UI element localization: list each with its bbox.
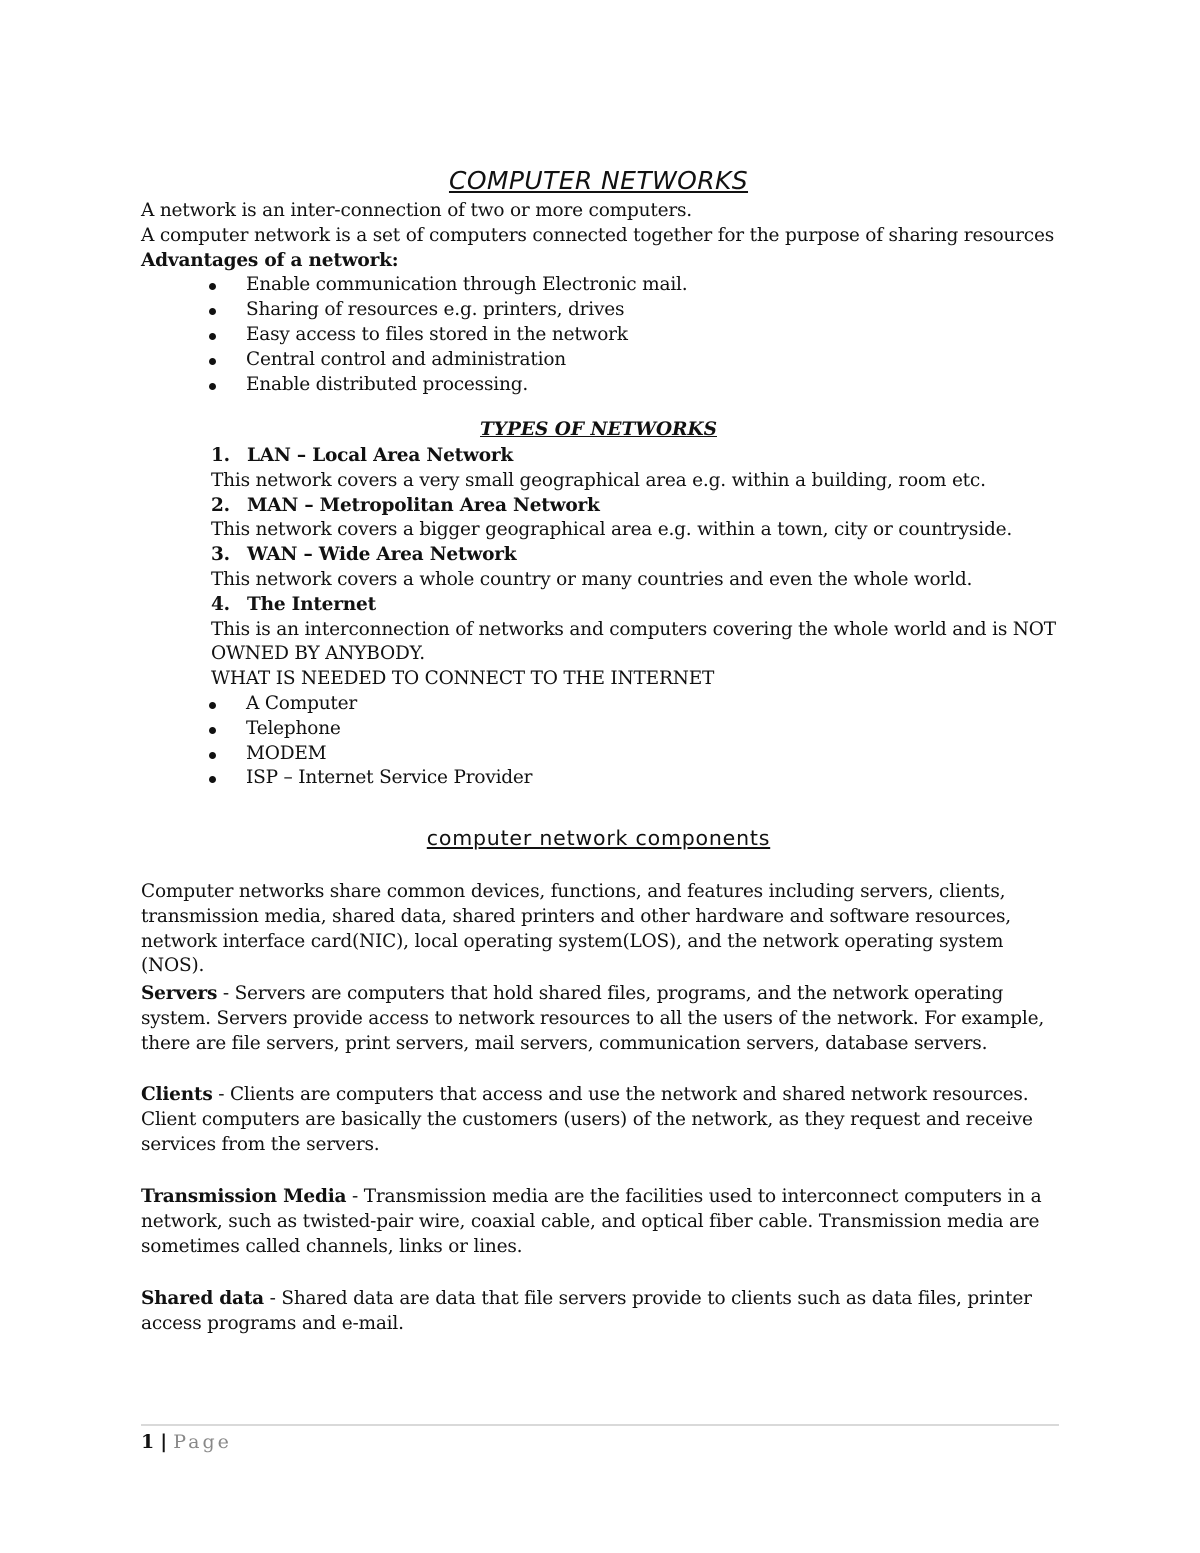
network-type-heading: 1. LAN – Local Area Network <box>211 445 514 466</box>
network-type-heading: 3. WAN – Wide Area Network <box>211 544 517 566</box>
components-heading: computer network components <box>426 826 771 850</box>
list-item: Central control and administration <box>141 348 1054 373</box>
types-block <box>71 444 1056 791</box>
network-type-description: This network covers a whole country or many countries and even the whole world. <box>211 568 973 590</box>
list-item: A Computer <box>141 692 1056 717</box>
bullet-icon <box>209 702 216 709</box>
advantages-list <box>141 273 1054 397</box>
advantages-heading: Advantages of a network: <box>141 249 399 271</box>
component-paragraph: Clients - Clients are computers that access and use the network and shared network resources. Client computers are basically the customers (users) of the network, as they request and receive services from the servers. <box>141 1084 1033 1155</box>
bullet-icon <box>209 752 216 759</box>
page-label: Page <box>173 1431 232 1453</box>
needed-list <box>141 692 1056 791</box>
component-term: Servers <box>141 983 218 1004</box>
list-item: Easy access to files stored in the network <box>141 323 1054 348</box>
component-paragraph: Servers - Servers are computers that hold shared files, programs, and the network operating system. Servers provide access to network resources to all the users of the network. For example, there are file servers, print servers, mail servers, communication servers, database servers. <box>141 983 1045 1054</box>
list-item: ISP – Internet Service Provider <box>141 766 1056 791</box>
network-type-heading: 4. The Internet <box>211 593 376 615</box>
intro-line-1: A network is an inter-connection of two or more computers. <box>141 200 692 221</box>
list-item: Enable distributed processing. <box>141 373 1054 398</box>
components-intro: Computer networks share common devices, functions, and features including servers, clients, transmission media, shared data, shared printers and other hardware and software resources, network interface card(NIC), local operating system(LOS), and the network operating system (NOS). <box>141 881 1011 977</box>
list-item: Sharing of resources e.g. printers, drives <box>141 298 1054 323</box>
component-term: Shared data <box>141 1288 264 1309</box>
list-item: Telephone <box>141 717 1056 742</box>
intro-block <box>141 199 1054 397</box>
footer-divider <box>141 1424 1059 1426</box>
component-term: Clients <box>141 1084 213 1105</box>
page-footer <box>141 1431 232 1453</box>
bullet-icon <box>209 283 216 290</box>
footer-separator: | <box>160 1431 168 1453</box>
list-item: Enable communication through Electronic mail. <box>141 273 1054 298</box>
page-number: 1 <box>141 1431 155 1453</box>
bullet-icon <box>209 308 216 315</box>
network-type-description: This network covers a bigger geographical area e.g. within a town, city or countryside. <box>211 519 1013 541</box>
bullet-icon <box>209 383 216 390</box>
network-type-description: This network covers a very small geographical area e.g. within a building, room etc. <box>211 469 986 491</box>
component-term: Transmission Media <box>141 1186 347 1207</box>
bullet-icon <box>209 333 216 340</box>
component-paragraph: Shared data - Shared data are data that file servers provide to clients such as data files, printer access programs and e-mail. <box>141 1288 1032 1334</box>
bullet-icon <box>209 776 216 783</box>
bullet-icon <box>209 727 216 734</box>
network-type-description-cont: OWNED BY ANYBODY. <box>211 643 425 665</box>
list-item: MODEM <box>141 742 1056 767</box>
network-type-description: This is an interconnection of networks and computers covering the whole world and is NOT <box>211 618 1056 640</box>
network-type-heading: 2. MAN – Metropolitan Area Network <box>211 494 600 516</box>
bullet-icon <box>209 358 216 365</box>
component-paragraph: Transmission Media - Transmission media are the facilities used to interconnect computers in a network, such as twisted-pair wire, coaxial cable, and optical fiber cable. Transmission media are sometimes called channels, links or lines. <box>141 1186 1042 1257</box>
needed-heading: WHAT IS NEEDED TO CONNECT TO THE INTERNET <box>211 668 715 690</box>
intro-line-2: A computer network is a set of computers connected together for the purpose of sharing resources <box>141 224 1054 246</box>
document-title: COMPUTER NETWORKS <box>448 166 749 195</box>
types-heading: TYPES OF NETWORKS <box>480 419 717 440</box>
